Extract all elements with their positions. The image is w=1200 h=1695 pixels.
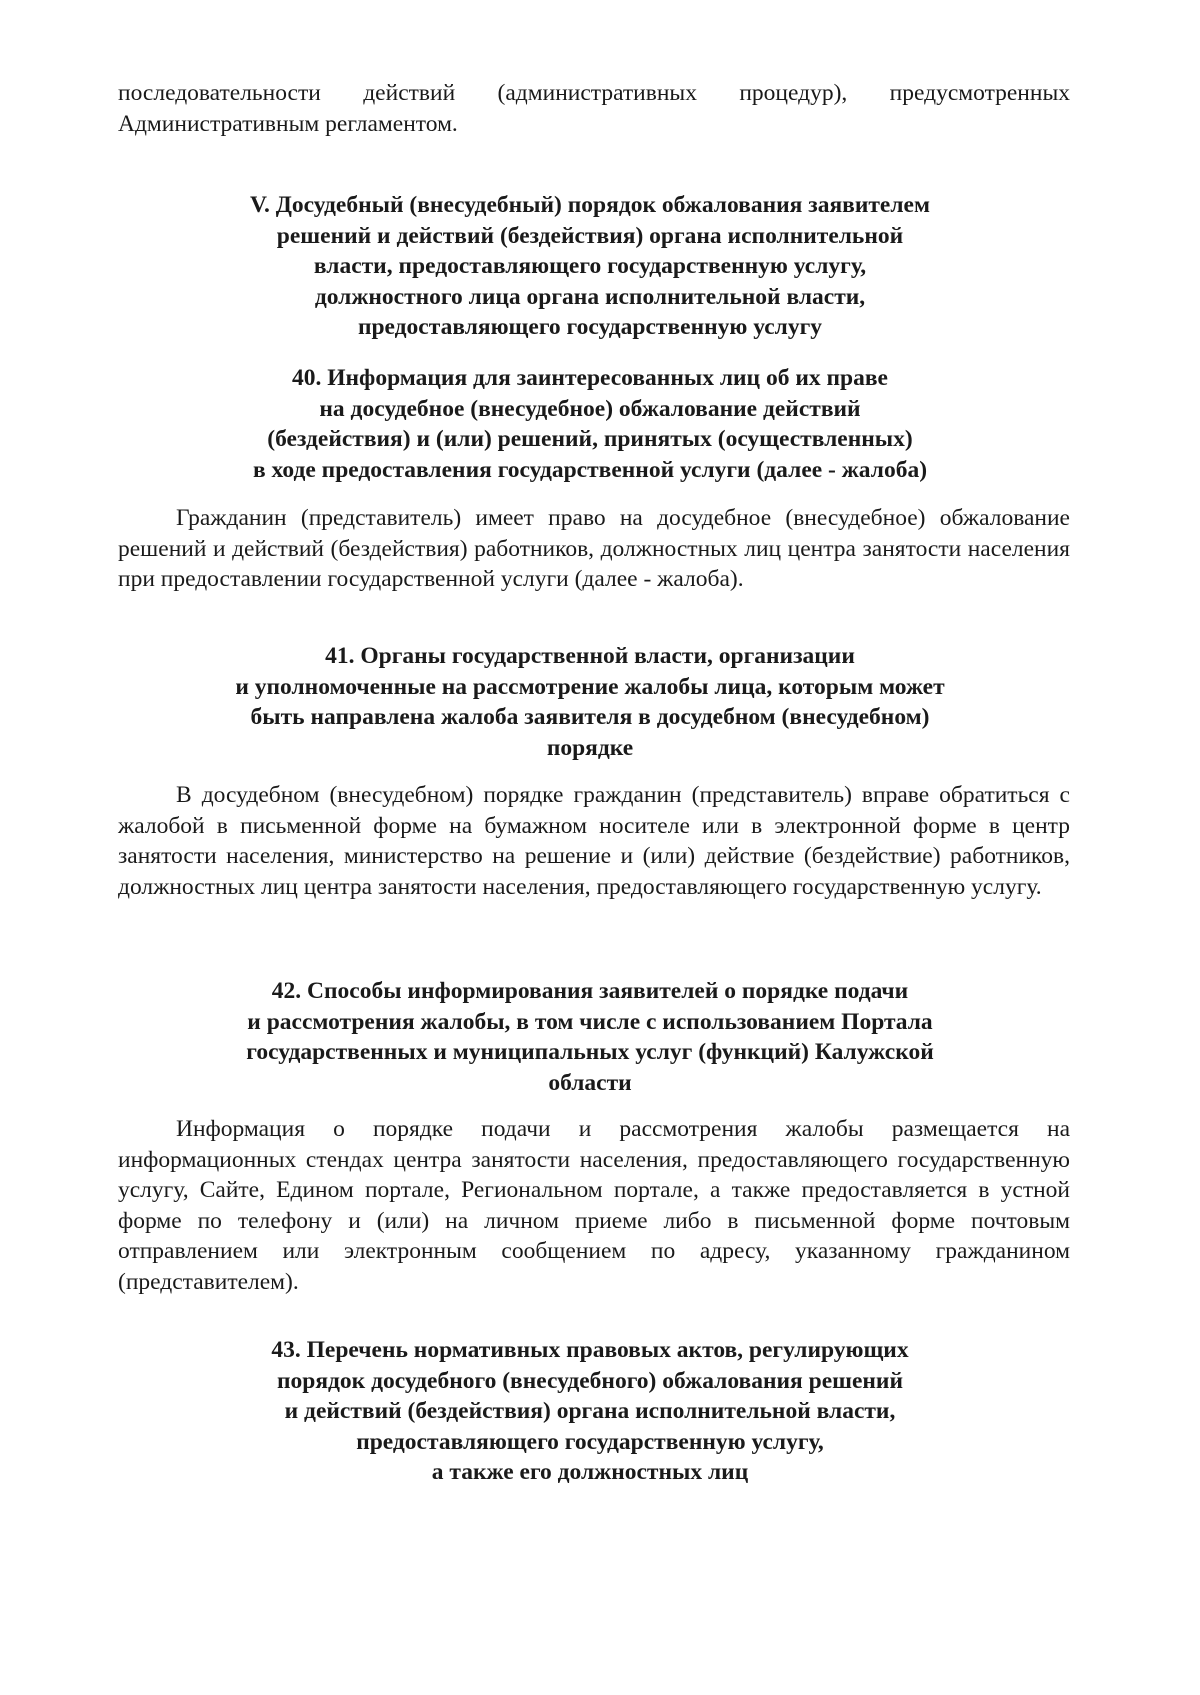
item-40-heading <box>190 363 990 485</box>
intro-paragraph-block <box>118 78 1070 139</box>
item-43-heading-line: и действий (бездействия) органа исполнительной власти, <box>284 1398 896 1424</box>
item-42-paragraph-block <box>118 1114 1070 1297</box>
section-v-heading-line: предоставляющего государственную услугу <box>357 314 823 340</box>
item-43-heading <box>190 1335 990 1488</box>
item-41-paragraph: В досудебном (внесудебном) порядке гражданин (представитель) вправе обратиться с жалобой в письменной форме на бумажном носителе или в электронной форме в центр занятости населения, министерство на решение и (или) действие (бездействие) работников, должностных лиц центра занятости населения, предоставляющего государственную услугу. <box>118 782 1070 900</box>
item-41-heading-line: порядке <box>546 734 634 761</box>
section-v-heading-line: власти, предоставляющего государственную услугу, <box>313 253 867 279</box>
intro-paragraph: последовательности действий (административных процедур), предусмотренных Административным регламентом. <box>118 80 1070 137</box>
section-v-heading-line: должностного лица органа исполнительной власти, <box>314 283 866 310</box>
item-40-heading-line: в ходе предоставления государственной услуги (далее - жалоба) <box>252 456 928 483</box>
item-42-heading-line: 42. Способы информирования заявителей о порядке подачи <box>271 978 909 1004</box>
item-41-paragraph-block <box>118 780 1070 902</box>
item-40-heading-line: 40. Информация для заинтересованных лиц об их праве <box>291 365 888 391</box>
item-42-heading <box>190 976 990 1098</box>
item-41-heading-line: быть направлена жалоба заявителя в досудебном (внесудебном) <box>250 704 930 730</box>
item-40-paragraph-block <box>118 503 1070 595</box>
item-43-heading-line: предоставляющего государственную услугу, <box>356 1428 824 1455</box>
item-40-paragraph: Гражданин (представитель) имеет право на досудебное (внесудебное) обжалование решений и действий (бездействия) работников, должностных лиц центра занятости населения при предоставлении государственной услуги (далее - жалоба). <box>118 505 1070 592</box>
item-43-heading-line: а также его должностных лиц <box>431 1459 749 1485</box>
section-v-heading-line: решений и действий (бездействия) органа исполнительной <box>276 222 904 249</box>
item-43-heading-line: 43. Перечень нормативных правовых актов, регулирующих <box>271 1337 909 1363</box>
item-43-heading-line: порядок досудебного (внесудебного) обжалования решений <box>276 1367 904 1394</box>
item-41-heading <box>190 641 990 763</box>
section-v-heading-line: V. Досудебный (внесудебный) порядок обжалования заявителем <box>250 192 930 218</box>
section-v-heading <box>190 190 990 343</box>
item-40-heading-line: на досудебное (внесудебное) обжалование действий <box>319 395 861 422</box>
item-42-heading-line: государственных и муниципальных услуг (функций) Калужской <box>246 1039 934 1065</box>
item-42-paragraph: Информация о порядке подачи и рассмотрения жалобы размещается на информационных стендах центра занятости населения, предоставляющего государственную услугу, Сайте, Едином портале, Региональном портале, а также предоставляется в устной форме по телефону и (или) на личном приеме либо в письменной форме почтовым отправлением или электронным сообщением по адресу, указанному гражданином (представителем). <box>118 1116 1070 1295</box>
item-42-heading-line: области <box>548 1069 632 1096</box>
item-42-heading-line: и рассмотрения жалобы, в том числе с использованием Портала <box>247 1008 933 1035</box>
item-41-heading-line: и уполномоченные на рассмотрение жалобы лица, которым может <box>235 673 945 700</box>
item-40-heading-line: (бездействия) и (или) решений, принятых (осуществленных) <box>267 426 913 452</box>
item-41-heading-line: 41. Органы государственной власти, организации <box>325 643 855 669</box>
